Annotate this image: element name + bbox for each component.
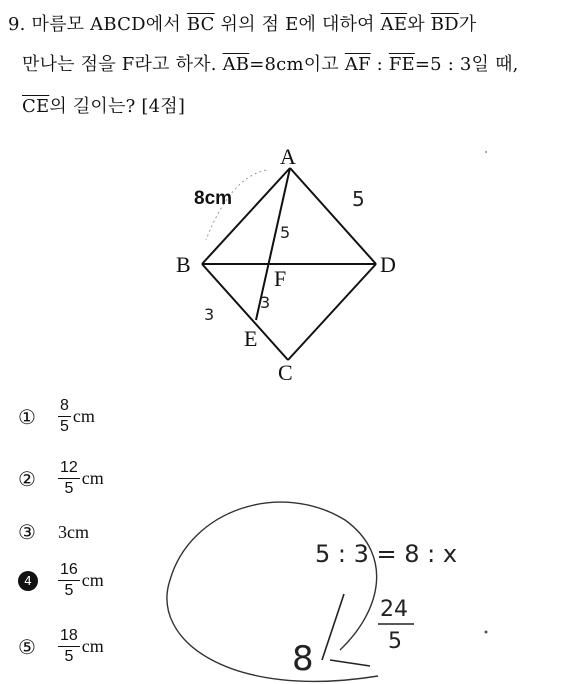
question-text: : — [370, 54, 389, 75]
numerator: 8 — [58, 396, 71, 417]
question-text: 9. 마름모 ABCD에서 — [8, 14, 187, 35]
segment-bc: $\overline{BC}$ — [186, 14, 215, 35]
question-text: 와 — [407, 14, 431, 35]
denominator: 5 — [64, 480, 74, 497]
question-text: 만나는 점을 F라고 하자. — [22, 54, 223, 75]
hand-slash-stroke — [322, 594, 370, 666]
denominator: 5 — [64, 648, 74, 665]
numerator: 16 — [58, 560, 80, 581]
choice-2[interactable] — [18, 458, 104, 499]
segment-ab: $\overline{AB}$ — [222, 54, 250, 75]
numerator: 12 — [58, 458, 80, 479]
point-f-label: F — [274, 266, 287, 291]
choice-marker: ① — [18, 404, 36, 429]
choice-marker-filled: 4 — [18, 571, 58, 591]
answer-circle-scribble — [167, 502, 378, 681]
side-dc — [288, 264, 376, 360]
question-line-2 — [22, 50, 519, 76]
numerator: 18 — [58, 626, 80, 647]
hand-note-af: 5 — [280, 223, 291, 242]
choice-value: 3cm — [58, 521, 89, 542]
question-text: 위의 점 E에 대하여 — [214, 14, 381, 35]
side-ad — [290, 168, 376, 264]
dot-mark — [485, 151, 487, 153]
side-ab — [202, 168, 290, 264]
question-line-1 — [8, 10, 476, 36]
side-ab-length-label: 8cm — [194, 188, 233, 209]
question-text: 의 길이는? [4점] — [49, 96, 186, 117]
segment-fe: $\overline{FE}$ — [388, 54, 415, 75]
choice-marker: ② — [18, 466, 36, 491]
unit: cm — [72, 406, 95, 426]
segment-bd: $\overline{BD}$ — [430, 14, 459, 35]
choice-marker: ③ — [18, 520, 36, 544]
hand-note-be: 3 — [204, 305, 215, 324]
fraction — [58, 396, 71, 437]
hand-result-denominator: 5 — [388, 629, 402, 654]
point-e-label: E — [244, 326, 258, 351]
question-text: =8cm이고 — [249, 54, 345, 75]
point-c-label: C — [278, 360, 293, 385]
segment-ce: $\overline{CE}$ — [22, 96, 50, 117]
denominator: 5 — [64, 582, 74, 599]
point-d-label: D — [380, 252, 396, 277]
fraction — [58, 626, 80, 667]
point-b-label: B — [176, 252, 191, 277]
hand-ratio: 5 : 3 = 8 : x — [315, 540, 458, 568]
segment-af: $\overline{AF}$ — [344, 54, 371, 75]
rhombus-figure — [170, 140, 430, 400]
question-text: 가 — [458, 14, 477, 35]
fraction — [58, 458, 80, 499]
hand-margin-note: 8 — [292, 639, 314, 679]
unit: cm — [81, 468, 104, 488]
point-a-label: A — [280, 144, 296, 169]
denominator: 5 — [60, 418, 69, 435]
hand-note-side: 5 — [352, 187, 365, 211]
unit: cm — [81, 570, 104, 590]
choice-5[interactable] — [18, 626, 104, 667]
question-text: =5 : 3일 때, — [414, 54, 519, 75]
choice-1[interactable] — [18, 396, 95, 437]
choice-marker: ⑤ — [18, 634, 36, 659]
fraction — [58, 560, 80, 601]
choice-4[interactable] — [18, 560, 104, 601]
unit: cm — [81, 636, 104, 656]
hand-result-numerator: 24 — [380, 597, 408, 622]
segment-ae: $\overline{AE}$ — [380, 14, 408, 35]
choice-3[interactable] — [18, 520, 89, 544]
hand-note-fe: 3 — [260, 293, 271, 312]
dot-mark — [485, 631, 488, 634]
question-line-3 — [22, 92, 185, 118]
